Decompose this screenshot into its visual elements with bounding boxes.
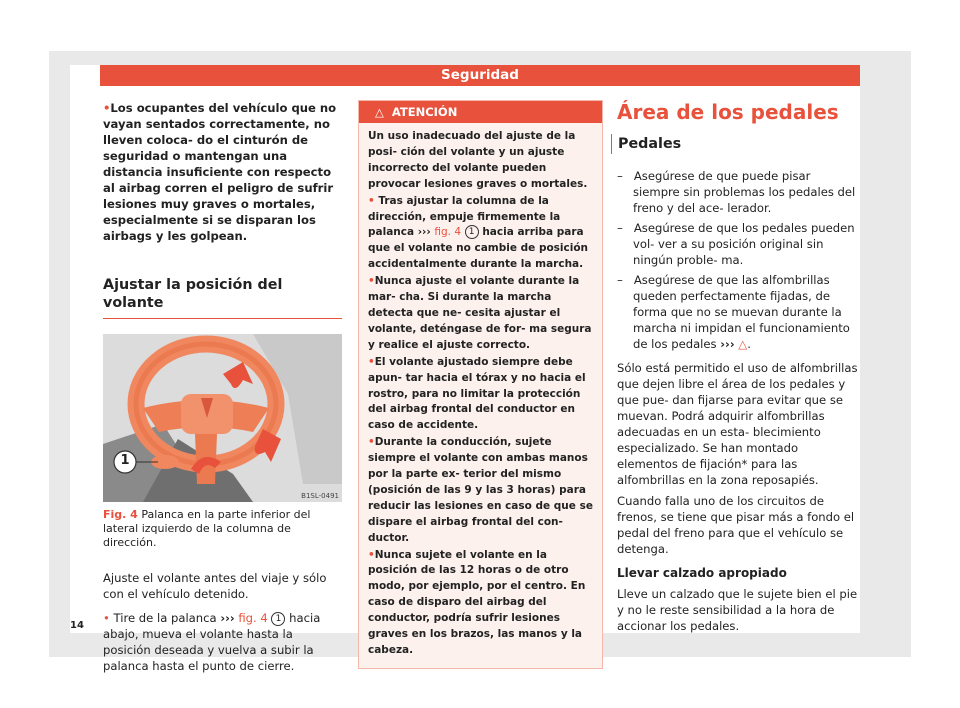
xref-arrows: ››› (220, 611, 235, 625)
attention-intro: Un uso inadecuado del ajuste de la posi- ción del volante y un ajuste incorrecto del volante pueden provocar lesiones graves o mortales. (368, 130, 588, 190)
dash-item-3-text: Asegúrese de que las alfombrillas queden perfectamente fijadas, de forma que no se muevan durante la marcha ni impidan el funcionamiento de los pedales (633, 273, 850, 351)
attention-bullet-2: • Nunca ajuste el volante durante la mar- cha. Si durante la marcha detecta que ne- cesita ajustar el volante, deténgase de for- ma segura y realice el ajuste correcto. (368, 274, 594, 354)
dash-item-1: – Asegúrese de que puede pisar siempre sin problemas los pedales del freno y del ace- lerador. (617, 168, 860, 216)
step-bullet: • (103, 611, 110, 625)
xref-arrows: ››› (417, 226, 431, 239)
column-middle (358, 100, 601, 669)
figure-callout-1: 1 (120, 453, 130, 468)
attention-bullet-4: • Durante la conducción, sujete siempre el volante con ambas manos por la parte ex- terior del mismo (posición de las 9 y las 3 horas) para reducir las lesiones en caso de que se dispare el airbag frontal del con- ductor. (368, 435, 594, 546)
section-heading: Área de los pedales (617, 100, 839, 124)
figure-label: Fig. 4 (103, 508, 138, 521)
dash-item-3: – Asegúrese de que las alfombrillas queden perfectamente fijadas, de forma que no se muevan durante la marcha ni impidan el funcionamiento de los pedales ››› △. (617, 272, 860, 352)
figure-link[interactable]: fig. 4 (238, 611, 268, 625)
step-item (103, 610, 342, 674)
xref-arrows: ››› (720, 337, 735, 351)
callout-number: 1 (271, 612, 285, 626)
attention-box (358, 100, 603, 669)
attention-b1-before: Tras ajustar la columna de la dirección, empuje firmemente la palanca (368, 194, 561, 239)
attention-bullet-5: • Nunca sujete el volante en la posición de las 12 horas o de otro modo, por ejemplo, por el centro. En caso de disparo del airbag del conductor, podría sufrir lesiones graves en los brazos, las manos y la cabeza. (368, 548, 594, 659)
callout-number: 1 (465, 225, 479, 239)
steering-wheel-illustration (103, 334, 342, 502)
attention-bullet-3: • El volante ajustado siempre debe apun- tar hacia el tórax y no hacia el rostro, para no limitar la protección del airbag frontal del conductor en caso de accidente. (368, 355, 594, 435)
attention-header (359, 101, 602, 123)
column-right (617, 100, 860, 634)
intro-paragraph: Ajuste el volante antes del viaje y sólo con el vehículo detenido. (103, 571, 327, 601)
warning-bullet: • Los ocupantes del vehículo que no vayan sentados correctamente, no lleven coloca- do el cinturón de seguridad o mantengan una distancia insuficiente con respecto al airbag corren el peligro de sufrir lesiones muy graves o mortales, especialmente si se disparan los airbags y les golpean. (103, 100, 342, 244)
paragraph-brakes: Cuando falla uno de los circuitos de frenos, se tiene que pisar más a fondo el pedal del freno para que el vehículo se detenga. (617, 494, 855, 556)
step-text-before: Tire de la palanca (113, 611, 217, 625)
step-text-after: hacia abajo, mueva el volante hasta la posición deseada y vuelva a subir la palanca hasta el punto de cierre. (103, 611, 321, 673)
chapter-header: Seguridad (100, 65, 860, 86)
bullet-mark: • (368, 194, 375, 207)
warning-triangle-icon[interactable]: △ (738, 337, 748, 351)
section-title: Ajustar la posición del volante (103, 276, 342, 319)
attention-body (359, 123, 602, 668)
column-left (103, 100, 342, 674)
attention-b1-after: hacia arriba para que el volante no cambie de posición accidentalmente durante la marcha. (368, 226, 589, 271)
warning-triangle-icon: △ (375, 105, 384, 119)
paragraph-footwear: Lleve un calzado que le sujete bien el pie y no le reste sensibilidad a la hora de accionar los pedales. (617, 587, 858, 633)
attention-bullet-1 (368, 194, 594, 274)
attention-title: ATENCIÓN (391, 105, 458, 119)
figure-link[interactable]: fig. 4 (434, 226, 462, 239)
subheading-footwear: Llevar calzado apropiado (617, 566, 787, 580)
page-number: 14 (70, 620, 84, 631)
figure-caption (103, 508, 342, 550)
subsection-heading: Pedales (611, 134, 860, 154)
figure-caption-text: Palanca en la parte inferior del lateral izquierdo de la columna de dirección. (103, 508, 311, 549)
dash-item-2: – Asegúrese de que los pedales pueden vol- ver a su posición original sin ningún proble- ma. (617, 220, 860, 268)
paragraph-mats: Sólo está permitido el uso de alfombrillas que dejen libre el área de los pedales y que pue- dan fijarse para evitar que se muevan. Podrá adquirir alfombrillas adecuadas en un esta- blecimiento especializado. Se han montado elementos de fijación* para las alfombrillas en la zona reposapiés. (617, 361, 858, 487)
steering-wheel-figure (103, 334, 342, 502)
figure-code: B1SL-0491 (301, 492, 339, 500)
